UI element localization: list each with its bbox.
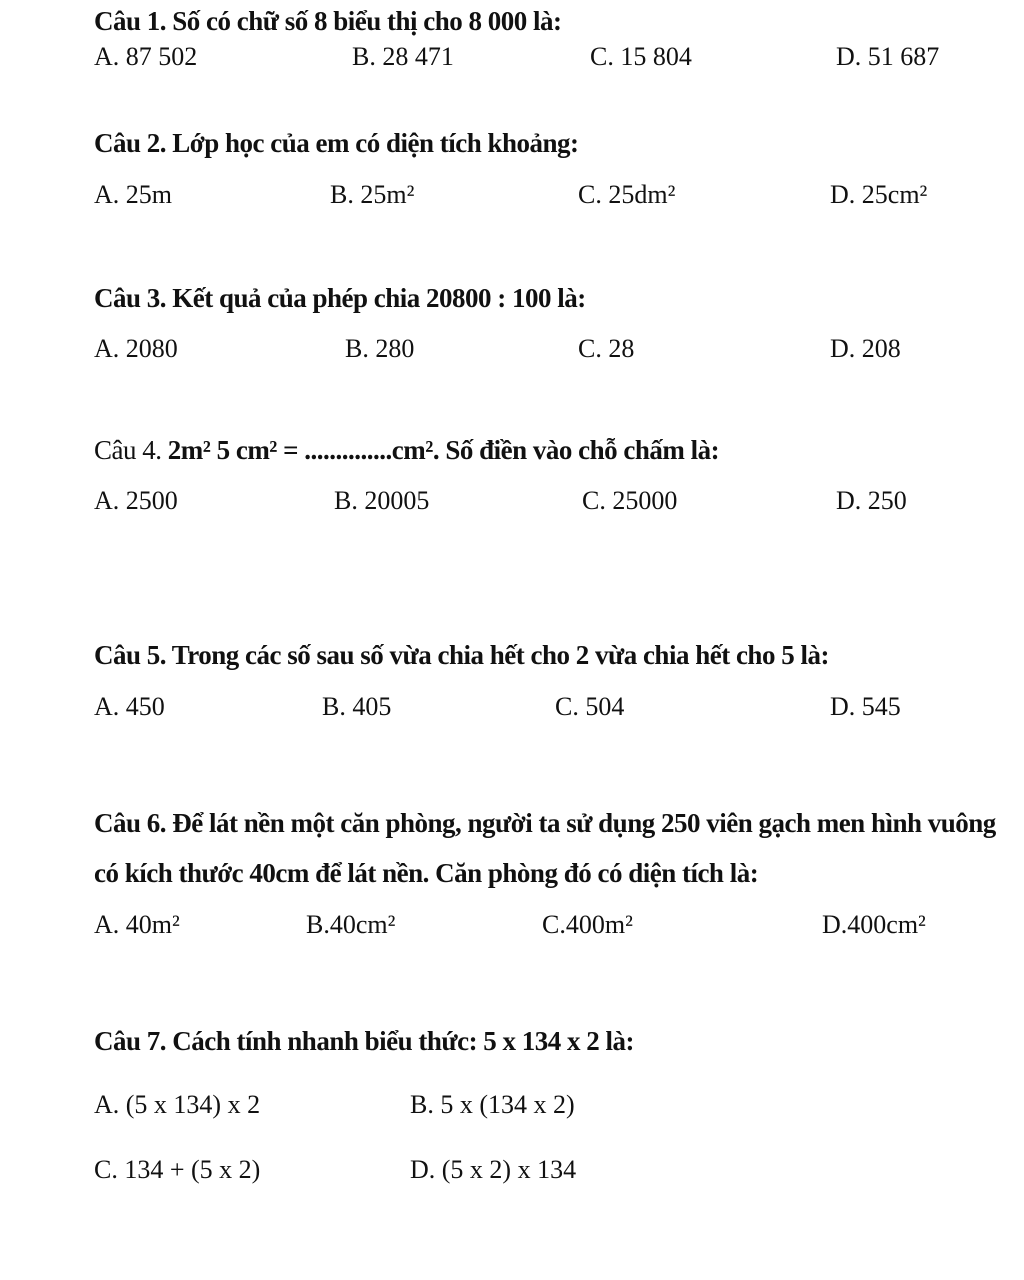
q4-option-c[interactable]: C. 25000: [582, 486, 678, 515]
q4-label: Câu 4.: [94, 435, 162, 465]
question-3-title: Câu 3. Kết quả của phép chia 20800 : 100 là:: [94, 283, 586, 313]
q4-option-a[interactable]: A. 2500: [94, 486, 178, 515]
q6-option-d[interactable]: D.400cm²: [822, 910, 926, 939]
question-5-title: Câu 5. Trong các số sau số vừa chia hết cho 2 vừa chia hết cho 5 là:: [94, 640, 829, 670]
q6-option-b[interactable]: B.40cm²: [306, 910, 396, 939]
q3-option-a[interactable]: A. 2080: [94, 334, 178, 363]
q1-option-c[interactable]: C. 15 804: [590, 42, 692, 71]
question-7-title: Câu 7. Cách tính nhanh biểu thức: 5 x 134 x 2 là:: [94, 1026, 635, 1056]
question-1-title: Câu 1. Số có chữ số 8 biểu thị cho 8 000 là:: [94, 6, 562, 36]
q5-option-c[interactable]: C. 504: [555, 692, 625, 721]
q6-option-a[interactable]: A. 40m²: [94, 910, 180, 939]
q4-expression: 2m² 5 cm² = ..............cm².: [167, 435, 440, 465]
q5-option-a[interactable]: A. 450: [94, 692, 165, 721]
q7-option-d[interactable]: D. (5 x 2) x 134: [410, 1155, 577, 1184]
q5-option-b[interactable]: B. 405: [322, 692, 392, 721]
q4-option-b[interactable]: B. 20005: [334, 486, 430, 515]
q4-option-d[interactable]: D. 250: [836, 486, 907, 515]
q7-option-a[interactable]: A. (5 x 134) x 2: [94, 1090, 261, 1119]
q4-instruction: Số điền vào chỗ chấm là:: [445, 435, 720, 465]
q2-option-b[interactable]: B. 25m²: [330, 180, 415, 209]
q3-option-d[interactable]: D. 208: [830, 334, 901, 363]
q2-option-c[interactable]: C. 25dm²: [578, 180, 676, 209]
question-4-title: [94, 435, 719, 466]
q1-option-b[interactable]: B. 28 471: [352, 42, 454, 71]
question-6-title-line2: có kích thước 40cm để lát nền. Căn phòng đó có diện tích là:: [94, 858, 759, 888]
q5-option-d[interactable]: D. 545: [830, 692, 901, 721]
q1-option-d[interactable]: D. 51 687: [836, 42, 940, 71]
q7-option-c[interactable]: C. 134 + (5 x 2): [94, 1155, 261, 1184]
question-6-title-line1: Câu 6. Để lát nền một căn phòng, người ta sử dụng 250 viên gạch men hình vuông: [94, 808, 996, 838]
q1-option-a[interactable]: A. 87 502: [94, 42, 198, 71]
q2-option-d[interactable]: D. 25cm²: [830, 180, 928, 209]
q6-option-c[interactable]: C.400m²: [542, 910, 633, 939]
q7-option-b[interactable]: B. 5 x (134 x 2): [410, 1090, 575, 1119]
q3-option-b[interactable]: B. 280: [345, 334, 415, 363]
question-2-title: Câu 2. Lớp học của em có diện tích khoảng:: [94, 128, 579, 158]
q3-option-c[interactable]: C. 28: [578, 334, 635, 363]
q2-option-a[interactable]: A. 25m: [94, 180, 172, 209]
